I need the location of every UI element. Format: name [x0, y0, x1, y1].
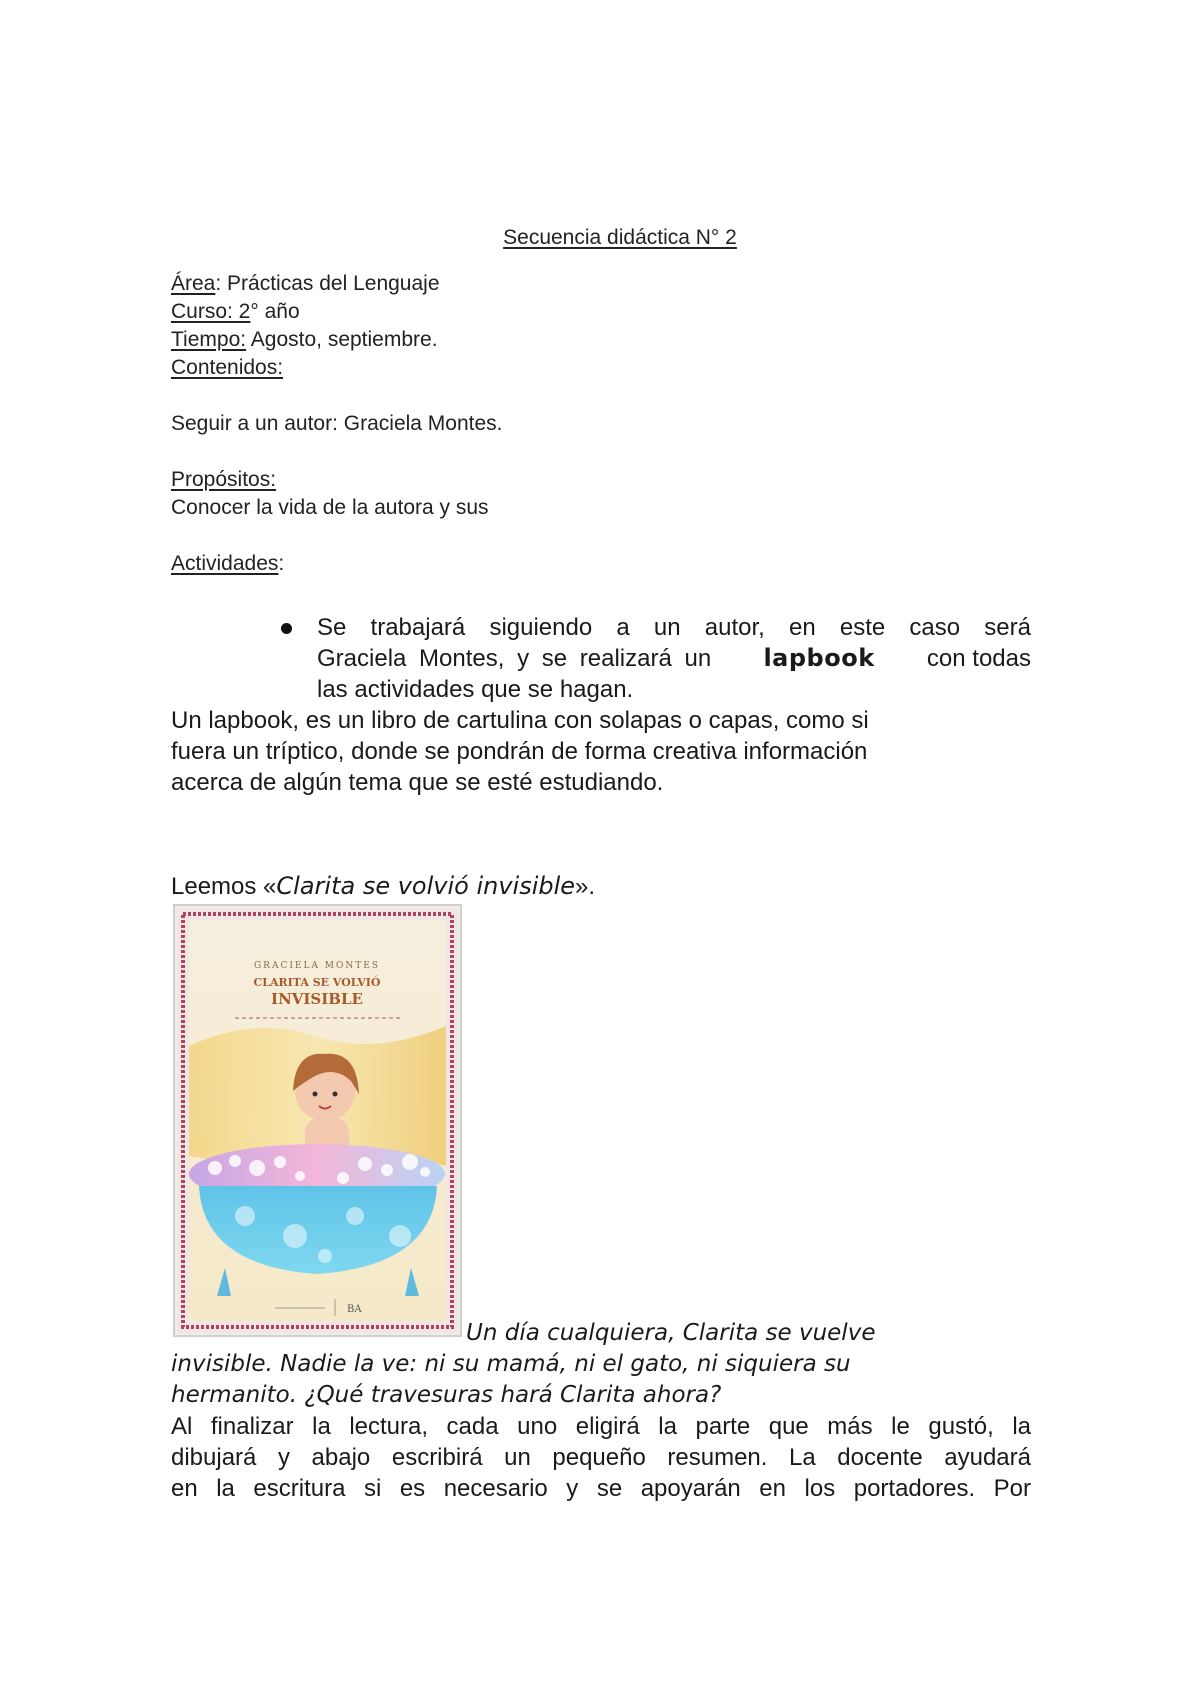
contenidos-label: Contenidos:	[171, 356, 284, 379]
cover-publisher: BA	[347, 1304, 362, 1315]
bullet-line-2-b: con todas	[926, 645, 1031, 672]
synopsis-line-2: invisible. Nadie la ve: ni su mamá, ni el gato, ni siquiera su	[171, 1351, 851, 1377]
curso-value: ° año	[250, 300, 300, 323]
synopsis-line-1: Un día cualquiera, Clarita se vuelve	[466, 1320, 876, 1346]
book-cover-image	[173, 904, 462, 1337]
leemos-prefix: Leemos «	[171, 873, 277, 900]
bullet-line-2-bold: lapbook	[763, 644, 875, 672]
area-line	[171, 270, 440, 298]
final-line-3: en la escritura si es necesario y se apoyarán en los portadores. Por	[171, 1475, 1031, 1502]
lapbook-line-2: fuera un tríptico, donde se pondrán de forma creativa información	[171, 738, 868, 765]
contenidos-line	[171, 354, 283, 382]
leemos-heading	[171, 871, 595, 902]
bullet-line-2-a: Graciela Montes, y se realizará un	[317, 645, 712, 672]
lapbook-line-3: acerca de algún tema que se esté estudiando.	[171, 769, 664, 796]
bullet-line-2	[317, 643, 1031, 674]
propositos-text: Conocer la vida de la autora y sus	[171, 496, 489, 519]
actividades-colon: :	[278, 552, 285, 575]
lapbook-line-1: Un lapbook, es un libro de cartulina con solapas o capas, como si	[171, 707, 869, 734]
actividades-label: Actividades	[171, 552, 279, 575]
title-text: Secuencia didáctica N° 2	[503, 226, 737, 249]
cover-title-1: CLARITA SE VOLVIÓ	[253, 976, 381, 989]
book-cover-art	[175, 906, 460, 1335]
tiempo-value: Agosto, septiembre.	[246, 328, 438, 351]
bullet-line-3: las actividades que se hagan.	[317, 676, 634, 703]
contenidos-text: Seguir a un autor: Graciela Montes.	[171, 412, 503, 435]
cover-author: GRACIELA MONTES	[253, 961, 381, 971]
curso-label: Curso: 2	[171, 300, 251, 323]
propositos-label: Propósitos:	[171, 468, 277, 491]
area-value: : Prácticas del Lenguaje	[215, 272, 440, 295]
propositos-line	[171, 466, 276, 494]
leemos-title: Clarita se volvió invisible	[276, 872, 576, 900]
curso-line	[171, 298, 300, 326]
synopsis-line-3: hermanito. ¿Qué travesuras hará Clarita ahora?	[171, 1382, 722, 1408]
final-line-1: Al finalizar la lectura, cada uno eligirá la parte que más le gustó, la	[171, 1413, 1031, 1440]
actividades-line	[171, 550, 284, 578]
tiempo-label: Tiempo:	[171, 328, 247, 351]
leemos-suffix: ».	[575, 873, 596, 900]
tiempo-line	[171, 326, 438, 354]
area-label: Área	[171, 272, 216, 295]
bullet-line-1: Se trabajará siguiendo a un autor, en este caso será	[317, 614, 1031, 641]
cover-title-2: INVISIBLE	[271, 990, 363, 1008]
bullet-icon	[281, 623, 292, 634]
final-line-2: dibujará y abajo escribirá un pequeño resumen. La docente ayudará	[171, 1444, 1031, 1471]
page-title	[0, 224, 1200, 252]
